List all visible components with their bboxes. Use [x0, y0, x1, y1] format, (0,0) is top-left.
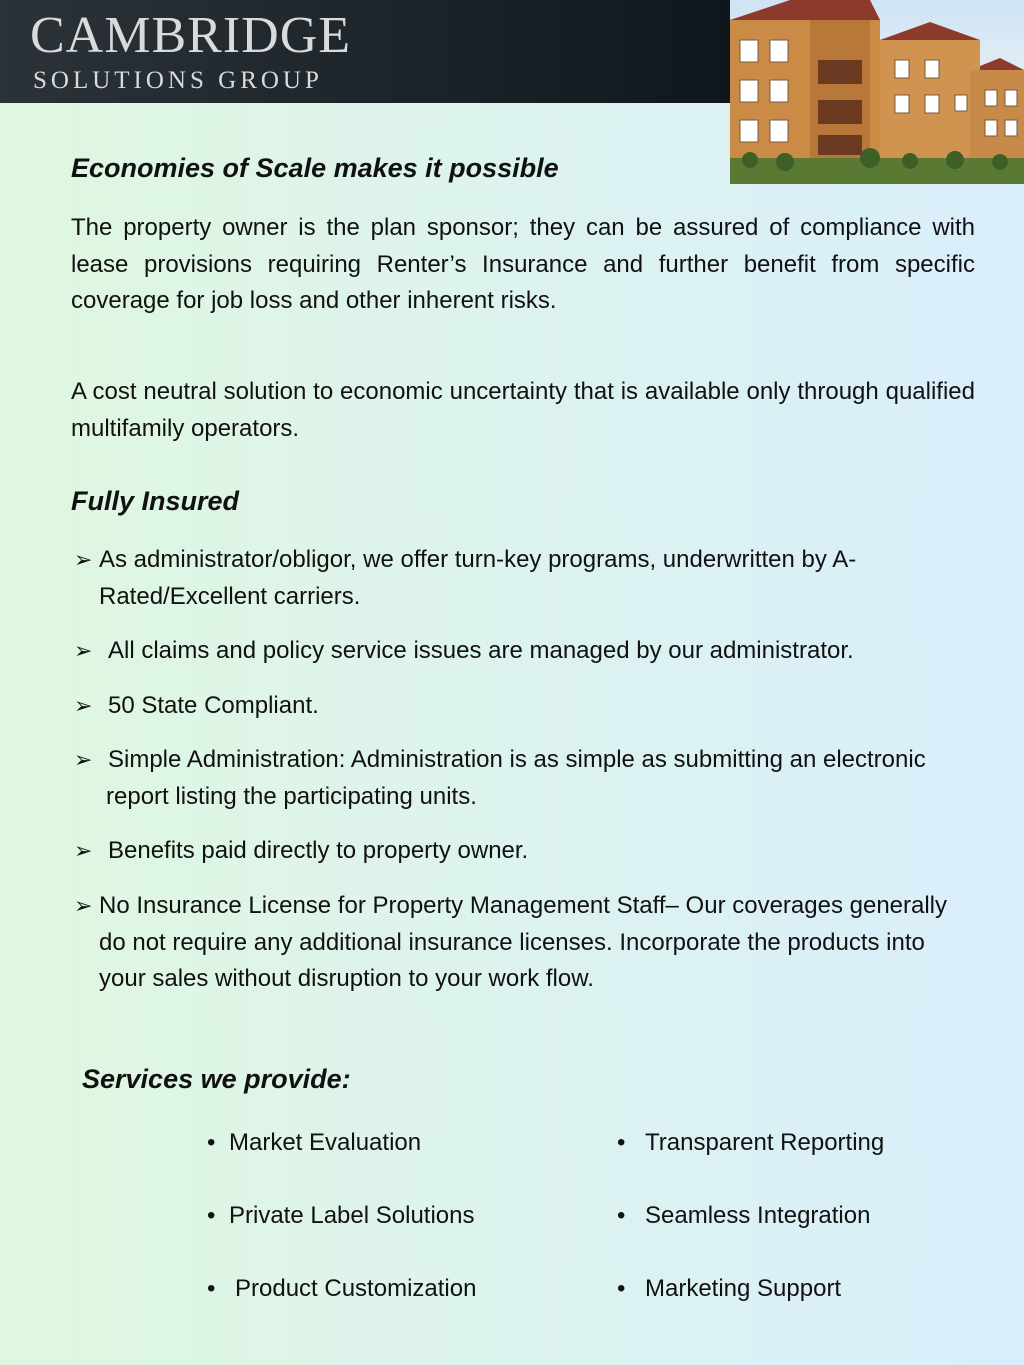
arrow-bullet-icon: ➢: [74, 638, 93, 663]
bullet-icon: •: [617, 1202, 626, 1229]
service-item: • Market Evaluation: [207, 1129, 422, 1156]
list-item: ➢ As administrator/obligor, we offer turn-key programs, underwritten by A-Rated/Excellent carriers.: [74, 542, 974, 615]
section-heading-economies: Economies of Scale makes it possible: [71, 153, 559, 183]
service-item: • Seamless Integration: [617, 1202, 871, 1229]
bullet-icon: •: [617, 1129, 626, 1156]
service-item: • Product Customization: [207, 1275, 477, 1302]
list-item: ➢ Benefits paid directly to property owner.: [74, 833, 974, 870]
paragraph-plan-sponsor: The property owner is the plan sponsor; they can be assured of compliance with lease provisions requiring Renter’s Insurance and further benefit from specific coverage for job loss and other inherent risks.: [71, 214, 975, 314]
arrow-bullet-icon: ➢: [74, 747, 93, 772]
header-banner: [0, 0, 730, 103]
arrow-bullet-icon: ➢: [74, 893, 93, 918]
service-item: • Private Label Solutions: [207, 1202, 475, 1229]
list-item: ➢ All claims and policy service issues are managed by our administrator.: [74, 633, 974, 670]
arrow-bullet-icon: ➢: [74, 547, 93, 572]
bullet-icon: •: [207, 1275, 216, 1302]
section-heading-services: Services we provide:: [82, 1064, 351, 1094]
service-item: • Marketing Support: [617, 1275, 842, 1302]
arrow-bullet-icon: ➢: [74, 838, 93, 863]
logo-title: CAMBRIDGE: [30, 7, 352, 64]
paragraph-cost-neutral: A cost neutral solution to economic uncertainty that is available only through qualified multifamily operators.: [71, 378, 975, 442]
list-item: ➢ Simple Administration: Administration is as simple as submitting an electronic report listing the participating units.: [74, 742, 974, 815]
list-item: ➢ 50 State Compliant.: [74, 688, 974, 725]
bullet-icon: •: [207, 1202, 216, 1229]
list-item: ➢ No Insurance License for Property Management Staff– Our coverages generally do not require any additional insurance licenses. Incorporate the products into your sales without disruption to your work flow.: [74, 888, 974, 998]
apartment-building-photo: [730, 0, 1024, 184]
bullet-icon: •: [207, 1129, 216, 1156]
section-heading-fully-insured: Fully Insured: [71, 486, 240, 516]
bullet-icon: •: [617, 1275, 626, 1302]
service-item: • Transparent Reporting: [617, 1129, 885, 1156]
arrow-bullet-icon: ➢: [74, 693, 93, 718]
logo-subtitle: SOLUTIONS GROUP: [33, 67, 323, 94]
